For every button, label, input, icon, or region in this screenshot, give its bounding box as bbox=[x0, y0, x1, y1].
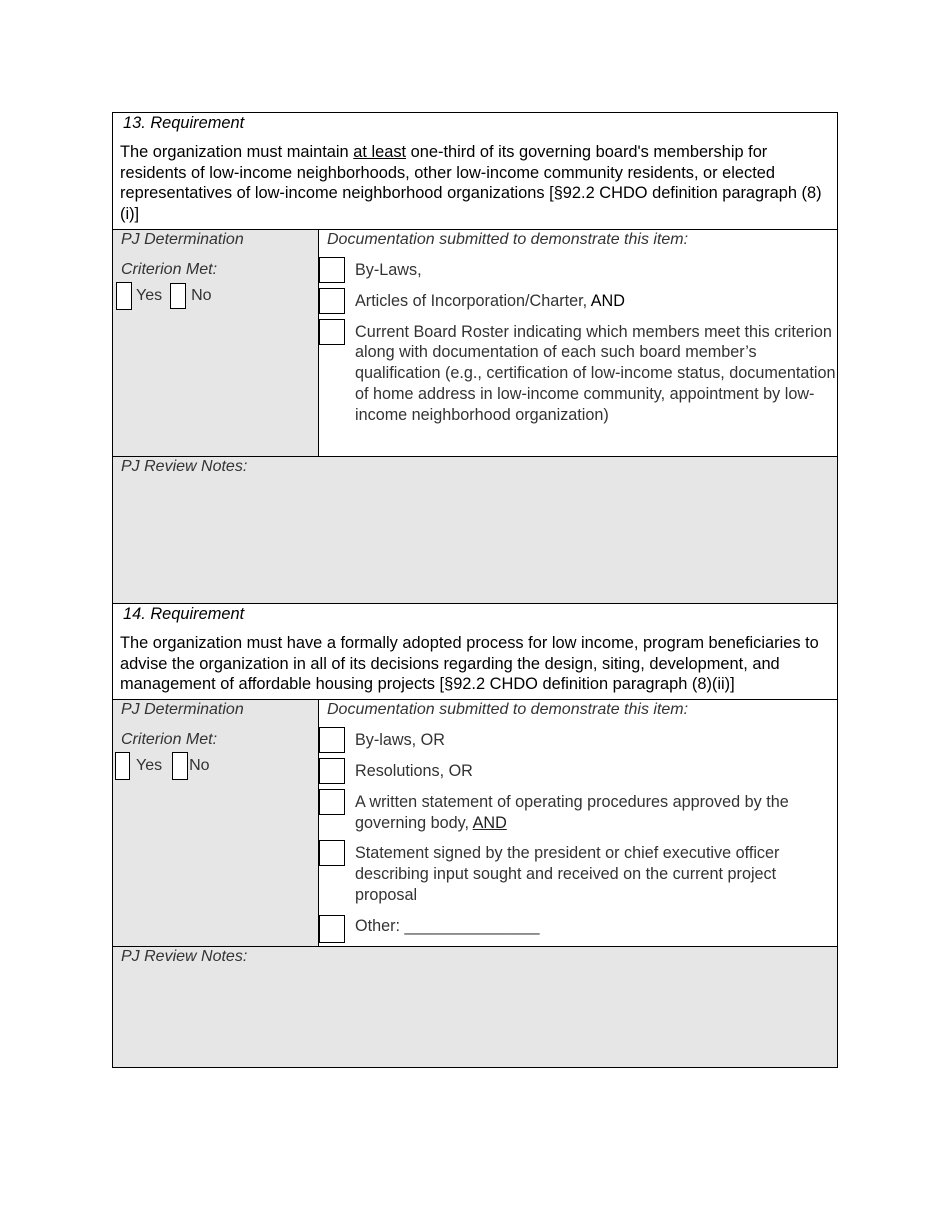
written-statement-checkbox[interactable] bbox=[319, 789, 345, 815]
criterion-met-options bbox=[116, 286, 318, 306]
yes-checkbox[interactable] bbox=[116, 282, 132, 310]
pj-determination-14 bbox=[113, 700, 319, 946]
doc-item-other bbox=[327, 916, 837, 937]
requirement-14 bbox=[113, 603, 837, 699]
other-checkbox[interactable] bbox=[319, 915, 345, 943]
doc-item-board-roster bbox=[327, 322, 837, 426]
requirement-13 bbox=[113, 113, 837, 229]
review-notes-label: PJ Review Notes: bbox=[121, 457, 248, 475]
no-checkbox[interactable] bbox=[172, 752, 188, 780]
doc-item-and: AND bbox=[590, 291, 625, 310]
documentation-14 bbox=[319, 700, 837, 946]
yes-label: Yes bbox=[136, 757, 163, 775]
doc-item-articles bbox=[327, 291, 837, 312]
no-label: No bbox=[189, 757, 210, 775]
bylaws-checkbox[interactable] bbox=[319, 727, 345, 753]
doc-item-label: Current Board Roster indicating which members meet this criterion along with documentation of each such board member’s qualification (e.g., certification of low-income status, documentation of home address in low-income community, appointment by low-income neighborhood organization) bbox=[355, 322, 836, 424]
review-notes-14[interactable] bbox=[113, 946, 837, 1067]
pj-determination-13 bbox=[113, 230, 319, 456]
pj-determination-label: PJ Determination bbox=[121, 701, 244, 719]
review-notes-label: PJ Review Notes: bbox=[121, 948, 248, 966]
review-notes-13[interactable] bbox=[113, 456, 837, 603]
doc-item-and: AND bbox=[472, 813, 507, 832]
requirement-13-title: 13. Requirement bbox=[123, 114, 245, 132]
no-checkbox[interactable] bbox=[170, 283, 186, 309]
board-roster-checkbox[interactable] bbox=[319, 319, 345, 345]
requirement-13-text bbox=[120, 142, 830, 225]
doc-item-written-statement bbox=[327, 792, 837, 834]
requirement-13-text-a: The organization must maintain bbox=[120, 142, 354, 161]
requirement-14-text: The organization must have a formally adopted process for low income, program beneficiaries to advise the organization in all of its decisions regarding the design, siting, development, and management of affordable housing projects [§92.2 CHDO definition paragraph (8)(ii)] bbox=[120, 633, 819, 694]
doc-item-resolutions bbox=[327, 761, 837, 782]
doc-item-label: A written statement of operating procedures approved by the governing body, bbox=[355, 792, 789, 832]
yes-checkbox[interactable] bbox=[115, 752, 130, 780]
requirement-13-determination bbox=[113, 229, 837, 456]
doc-item-label: Resolutions, OR bbox=[355, 761, 473, 780]
requirement-13-text-underline: at least bbox=[353, 142, 407, 161]
doc-item-label: Statement signed by the president or chief executive officer describing input sought and received on the current project proposal bbox=[355, 844, 780, 904]
requirement-14-determination bbox=[113, 699, 837, 946]
criterion-met-label: Criterion Met: bbox=[121, 260, 218, 278]
no-label: No bbox=[191, 286, 212, 304]
documentation-label: Documentation submitted to demonstrate this item: bbox=[327, 230, 689, 248]
doc-item-bylaws bbox=[327, 260, 837, 281]
criterion-met-options bbox=[115, 756, 318, 776]
requirement-14-title: 14. Requirement bbox=[123, 604, 245, 623]
resolutions-checkbox[interactable] bbox=[319, 758, 345, 784]
pj-determination-label: PJ Determination bbox=[121, 230, 244, 248]
requirement-13-text-b: one-third of its governing board's membership for residents of low-income neighborhoods, other low-income community residents, or elected representatives of low-income neighborhood organizations [§92.2 CHDO definition paragraph (8)(i)] bbox=[120, 142, 822, 224]
signed-statement-checkbox[interactable] bbox=[319, 840, 345, 866]
documentation-13 bbox=[319, 230, 837, 456]
requirements-table bbox=[112, 112, 838, 1068]
doc-item-label: By-laws, OR bbox=[355, 731, 445, 750]
bylaws-checkbox[interactable] bbox=[319, 257, 345, 283]
criterion-met-label: Criterion Met: bbox=[121, 731, 218, 749]
doc-item-label[interactable]: Other: _______________ bbox=[355, 916, 540, 935]
doc-item-bylaws bbox=[327, 730, 837, 751]
doc-item-signed-statement bbox=[327, 843, 837, 905]
yes-label: Yes bbox=[136, 286, 163, 304]
doc-item-label: By-Laws, bbox=[355, 260, 422, 279]
doc-item-label: Articles of Incorporation/Charter, bbox=[355, 291, 591, 310]
articles-checkbox[interactable] bbox=[319, 288, 345, 314]
documentation-label: Documentation submitted to demonstrate this item: bbox=[327, 701, 689, 719]
